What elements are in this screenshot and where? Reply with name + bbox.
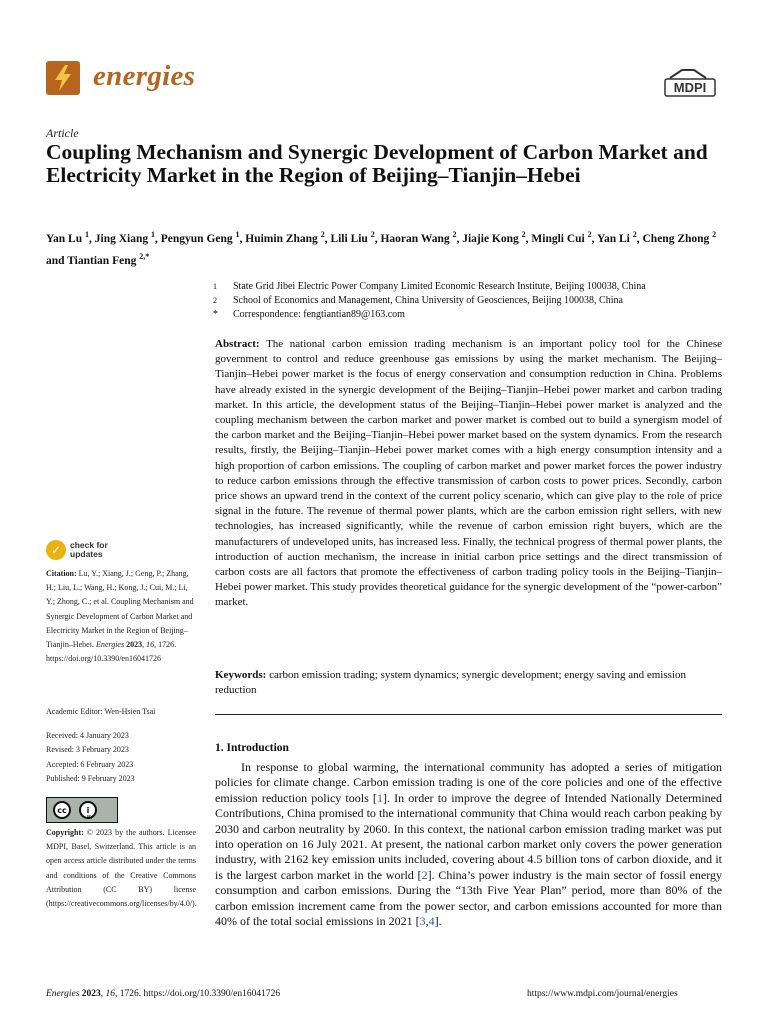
publication-dates (46, 729, 206, 786)
affiliation-1: 1 State Grid Jibei Electric Power Company Limited Economic Research Institute, Beijing 100038, China (213, 281, 646, 292)
author-name[interactable]: Jiajie Kong (462, 232, 522, 245)
author-name[interactable]: Yan Li (596, 232, 633, 245)
author-list: Yan Lu $^1$, Jing Xiang $^1$, Pengyun Geng $^1$, Huimin Zhang $^2$, Lili Liu $^2$, Haoran Wang $^2$, Jiajie Kong $^2$, Mingli Cui $^2$, Yan Li $^2$, Cheng Zhong $^2$ and Tiantian Feng $^{2,*}$ (46, 230, 717, 267)
reference-link[interactable]: 3 (419, 914, 426, 929)
author-affiliation-mark: 2 (320, 230, 325, 239)
author-affiliation-mark: 1 (151, 230, 155, 239)
citation-doi-link[interactable]: , 1726. https://doi.org/10.3390/en16041726 (46, 640, 177, 664)
article-type: Article (46, 126, 79, 140)
date-published: Published: 9 February 2023 (46, 773, 135, 783)
keywords (215, 668, 722, 698)
journal-url-link[interactable]: https://www.mdpi.com/journal/energies (527, 989, 678, 999)
introduction-heading: 1. Introduction (215, 742, 289, 754)
academic-editor: Academic Editor: Wen-Hsien Tsai (46, 707, 156, 716)
publisher-logo[interactable] (664, 68, 716, 103)
author-name[interactable]: Huimin Zhang (245, 232, 321, 245)
checkmark-icon: ✓ (46, 540, 66, 560)
author-name[interactable]: Jing Xiang (94, 232, 151, 245)
reference-link[interactable]: 4 (428, 914, 435, 929)
date-received: Received: 4 January 2023 (46, 731, 129, 740)
author-affiliation-mark: 2 (587, 230, 592, 239)
correspondence: * Correspondence: fengtiantian89@163.com (213, 309, 405, 320)
citation: Citation: Lu, Y.; Xiang, J.; Geng, P.; Zhang, H.; Liu, L.; Wang, H.; Kong, J.; Cui, M.; Li, Y.; Zhong, C.; et al. Coupling Mechanism and Synergic Development of Carbon Market and Electricity Market in the Region of Beijing–Tianjin–Hebei. Energies 2023, 16, 1726. https://doi.org/10.3390/en16041726 (46, 569, 194, 664)
affiliation-2: 2 School of Economics and Management, China University of Geosciences, Beijing 100038, China (213, 295, 623, 306)
creative-commons-icon: cc (53, 801, 71, 819)
author-name[interactable]: Cheng Zhong (642, 232, 713, 245)
copyright-notice: Copyright: © 2023 by the authors. Licensee MDPI, Basel, Switzerland. This article is an open access article distributed under the terms and conditions of the Creative Commons Attribution (CC BY) license (https://creativecommons.org/licenses/by/4.0/). (46, 828, 197, 909)
keywords-text: carbon emission trading; system dynamics; synergic development; energy saving and emission reduction (215, 669, 686, 697)
affiliations (213, 280, 733, 322)
author-affiliation-mark: 2 (712, 230, 717, 239)
footer-doi-link[interactable]: , 1726. https://doi.org/10.3390/en16041726 (115, 989, 281, 999)
date-accepted: Accepted: 6 February 2023 (46, 759, 134, 769)
author-name[interactable]: Lili Liu (330, 232, 371, 245)
abstract-label: Abstract: (215, 338, 260, 350)
author-name[interactable]: Pengyun Geng (160, 232, 236, 245)
cc-by-license-badge[interactable] (46, 797, 118, 823)
abstract-text: The national carbon emission trading mechanism is an important policy tool for the Chinese government to control and reduce greenhouse gas emissions by using the market mechanism. The Beijing–Tianjin–Hebei power market is the focus of energy conservation and consumption reduction in China. Problems have already existed in the synergic development of the Beijing–Tianjin–Hebei power market and carbon trading market. In this article, the development status of the Beijing–Tianjin–Hebei power market is analyzed and the coupling mechanism between the carbon market and power market is combed out to build a synergism model of the carbon market and the Beijing–Tianjin–Hebei power market based on the system dynamics. From the research results, firstly, the Beijing–Tianjin–Hebei power market comes with a high energy consumption intensity and a high proportion of carbon emissions. The coupling of carbon market and power market forces the power industry to reduce carbon emissions through the effective transmission of carbon costs to power prices. Secondly, carbon price shows an upward trend in the context of the current policy scenario, which can give play to the role of price signal in the future. The revenue of thermal power plants, which are the carbon emission right sellers, with new technologies, has increased significantly, while the revenue of carbon emission right buyers, which are the manufacturers of undeveloped units, has increased less. Finally, the technical progress of thermal power plants, the introduction of auction mechanism, the increase in initial carbon price settings and the direct transmission of carbon costs are all factors that promote the effectiveness of carbon trading policy tools in the Beijing–Tianjin–Hebei power market. This study provides theoretical guidance for the synergic development of the “power-carbon” market. (215, 338, 722, 609)
author-affiliation-mark: 1 (235, 230, 240, 239)
author-affiliation-mark: 2 (521, 230, 526, 239)
author-affiliation-mark: 1 (85, 230, 89, 239)
author-name[interactable]: Haoran Wang (380, 232, 453, 245)
author-affiliation-mark: 2 (632, 230, 637, 239)
author-name[interactable]: Tiantian Feng (67, 254, 140, 267)
author-name[interactable]: Mingli Cui (531, 232, 588, 245)
keywords-label: Keywords: (215, 669, 267, 681)
publisher-name: MDPI (673, 80, 707, 95)
author-affiliation-mark: 2 (370, 230, 375, 239)
article-title: Coupling Mechanism and Synergic Development of Carbon Market and Electricity Market in the Region of Beijing–Tianjin–Hebei (46, 140, 708, 187)
author-affiliation-mark: 2 (452, 230, 457, 239)
journal-name[interactable]: energies (93, 60, 196, 92)
author-affiliation-mark: 2,* (139, 251, 150, 261)
reference-link[interactable]: 1 (376, 790, 383, 805)
footer-citation: Energies 2023, 16, 1726. https://doi.org/10.3390/en16041726 (46, 989, 281, 999)
section-divider (215, 714, 722, 715)
abstract (215, 337, 722, 611)
cc-badge-label: BY (87, 815, 94, 821)
check-for-updates-button[interactable]: ✓ check for updates (46, 540, 108, 560)
attribution-person-icon: i (79, 801, 97, 819)
date-revised: Revised: 3 February 2023 (46, 745, 129, 755)
author-name[interactable]: Yan Lu (46, 232, 85, 245)
introduction-paragraph: In response to global warming, the international community has adopted a series of mitigation policies for climate change. Carbon emission trading is one of the core policies and one of the effective emission reduction policy tools [1]. In order to improve the degree of Intended Nationally Determined Contributions, China promised to the international community that China would reach carbon peaking by 2030 and carbon neutrality by 2060. In this context, the national carbon emission trading market was put into operation on 16 July 2021. At present, the national carbon market only covers the power generation industry, with 2162 key emission units included, covering about 4.5 billion tons of carbon dioxide, and it is the largest carbon market in the world [2]. China’s power industry is the main sector of fossil energy consumption and carbon emissions. During the “13th Five Year Plan” period, more than 80% of the carbon emission increment came from the power sector, and carbon emissions accounted for more than 40% of the total social emissions in 2021 [3,4]. (215, 760, 723, 929)
reference-link[interactable]: 2 (421, 867, 428, 882)
journal-logo-icon (46, 61, 80, 95)
